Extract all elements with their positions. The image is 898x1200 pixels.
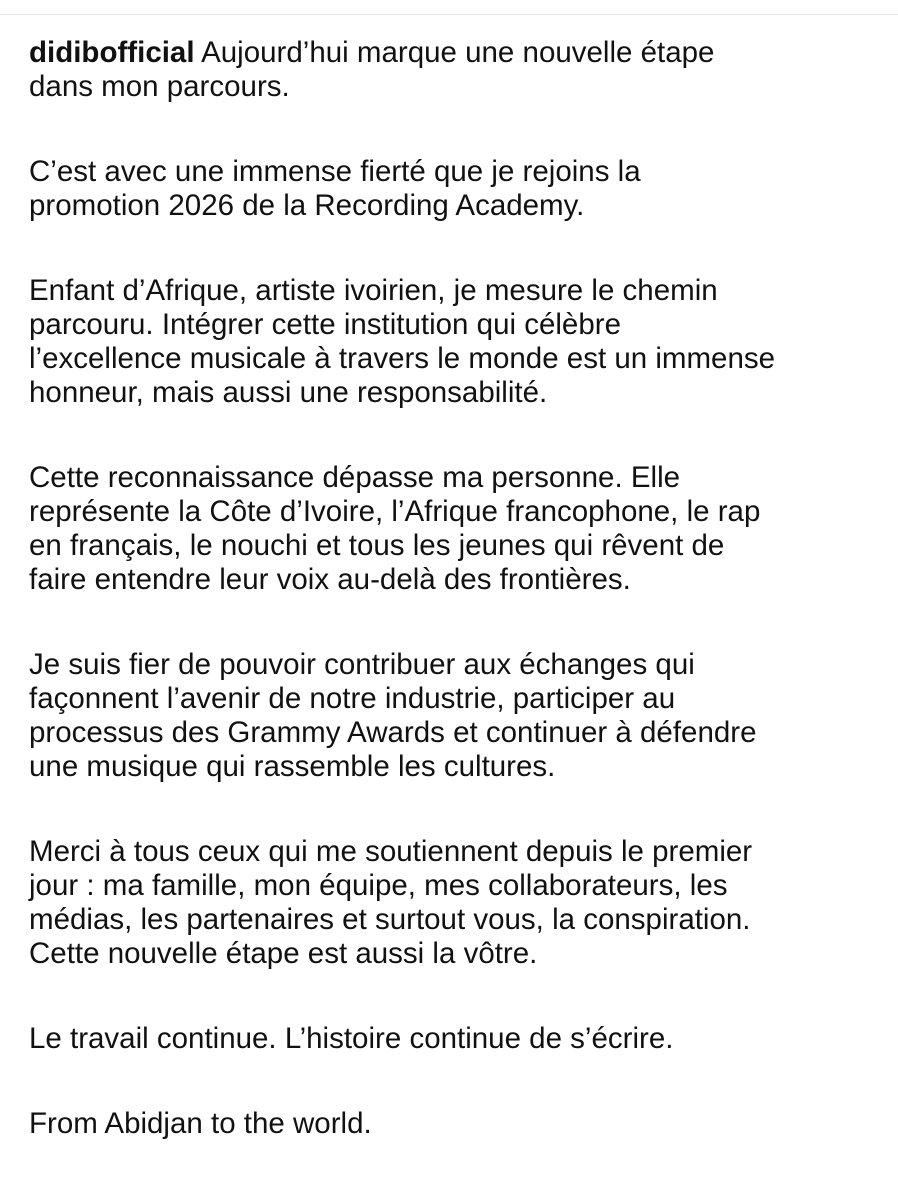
top-divider xyxy=(0,0,898,15)
caption-paragraph: Je suis fier de pouvoir contribuer aux échanges qui façonnent l’avenir de notre industrie, participer au processus des Grammy Awards et continuer à défendre une musique qui rassemble les cultures. xyxy=(29,648,757,783)
caption-paragraph: Merci à tous ceux qui me soutiennent depuis le premier jour : ma famille, mon équipe, mes collaborateurs, les médias, les partenaires et surtout vous, la conspiration. Cette nouvelle étape est aussi la vôtre. xyxy=(29,835,753,970)
caption-paragraph: From Abidjan to the world. xyxy=(29,1107,372,1140)
caption-paragraph: C’est avec une immense fierté que je rejoins la promotion 2026 de la Recording Academy. xyxy=(29,155,641,222)
caption-paragraph: Le travail continue. L’histoire continue de s’écrire. xyxy=(29,1022,674,1055)
caption-paragraph: Enfant d’Afrique, artiste ivoirien, je mesure le chemin parcouru. Intégrer cette institution qui célèbre l’excellence musicale à travers le monde est un immense honneur, mais aussi une responsabilité. xyxy=(29,274,776,409)
caption-paragraph-intro xyxy=(29,36,879,104)
post-caption xyxy=(29,36,879,1141)
caption-intro-text: Aujourd’hui marque une nouvelle étape dans mon parcours. xyxy=(29,36,715,103)
caption-paragraph: Cette reconnaissance dépasse ma personne. Elle représente la Côte d’Ivoire, l’Afrique francophone, le rap en français, le nouchi et tous les jeunes qui rêvent de faire entendre leur voix au-delà des frontières. xyxy=(29,461,761,596)
username-link[interactable]: didibofficial xyxy=(29,36,195,69)
